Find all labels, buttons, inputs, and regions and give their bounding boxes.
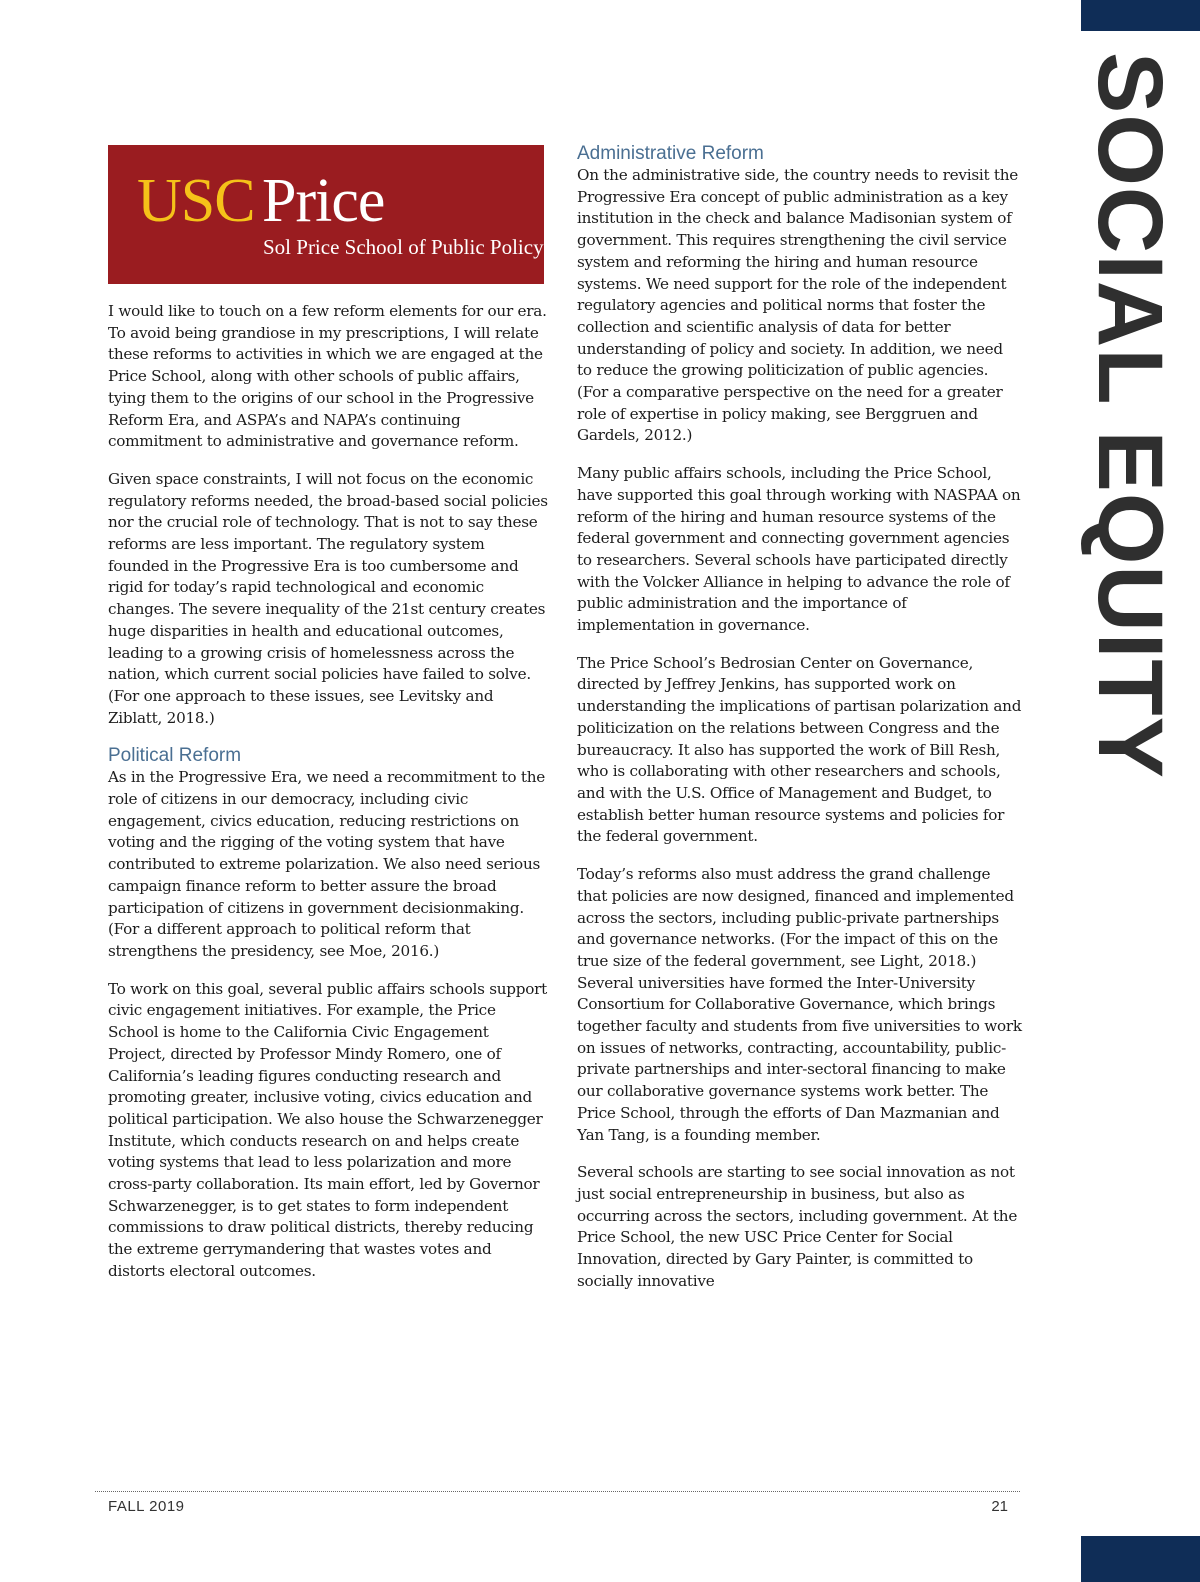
left-column xyxy=(108,301,548,1299)
paragraph: The Price School’s Bedrosian Center on Governance, directed by Jeffrey Jenkins, has supported work on understanding the implications of partisan polarization and politicization on the relations between Congress and the bureaucracy. It also has supported the work of Bill Resh, who is collaborating with other researchers and schools, and with the U.S. Office of Management and Budget, to establish better human resource systems and policies for the federal government. xyxy=(577,653,1022,846)
logo-subtitle: Sol Price School of Public Policy xyxy=(263,235,544,259)
paragraph: As in the Progressive Era, we need a recommitment to the role of citizens in our democracy, including civic engagement, civics education, reducing restrictions on voting and the rigging of the voting system that have contributed to extreme polarization. We also need serious campaign finance reform to better assure the broad participation of citizens in government decisionmaking. (For a different approach to political reform that strengthens the presidency, see Moe, 2016.) xyxy=(108,768,545,960)
footer-issue: FALL 2019 xyxy=(108,1498,185,1515)
paragraph: Today’s reforms also must address the grand challenge that policies are now designed, financed and implemented across the sectors, including public-private partnerships and governance networks. (For the impact of this on the true size of the federal government, see Light, 2018.) Several universities have formed the Inter-University Consortium for Collaborative Governance, which brings together faculty and students from five universities to work on issues of networks, contracting, accountability, public-private partnerships and inter-sectoral financing to make our collaborative governance systems work better. The Price School, through the efforts of Dan Mazmanian and Yan Tang, is a founding member. xyxy=(577,865,1022,1144)
section-title: SOCIAL EQUITY xyxy=(1079,52,1181,779)
paragraph: On the administrative side, the country needs to revisit the Progressive Era concept of public administration as a key institution in the check and balance Madisonian system of government. This requires strengthening the civil service system and reforming the hiring and human resource systems. We need support for the role of the independent regulatory agencies and political norms that foster the collection and scientific analysis of data for better understanding of policy and society. In addition, we need to reduce the growing politicization of public agencies. (For a comparative perspective on the need for a greater role of expertise in policy making, see Berggruen and Gardels, 2012.) xyxy=(577,166,1019,445)
right-column xyxy=(577,143,1022,1308)
section-heading-administrative-reform: Administrative Reform xyxy=(577,143,764,164)
paragraph: I would like to touch on a few reform elements for our era. To avoid being grandiose in my prescriptions, I will relate these reforms to activities in which we are engaged at the Price School, along with other schools of public affairs, tying them to the origins of our school in the Progressive Reform Era, and ASPA’s and NAPA’s continuing commitment to administrative and governance reform. xyxy=(108,302,547,451)
paragraph: To work on this goal, several public affairs schools support civic engagement initiatives. For example, the Price School is home to the California Civic Engagement Project, directed by Professor Mindy Romero, one of California’s leading figures conducting research and promoting greater, inclusive voting, civics education and political participation. We also house the Schwarzenegger Institute, which conducts research on and helps create voting systems that lead to less polarization and more cross-party collaboration. Its main effort, led by Governor Schwarzenegger, is to get states to form independent commissions to draw political districts, thereby reducing the extreme gerrymandering that wastes votes and distorts electoral outcomes. xyxy=(108,979,547,1280)
paragraph: Many public affairs schools, including the Price School, have supported this goal through working with NASPAA on reform of the hiring and human resource systems of the federal government and connecting government agencies to researchers. Several schools have participated directly with the Volcker Alliance in helping to advance the role of public administration and the importance of implementation in governance. xyxy=(577,464,1021,635)
usc-price-logo xyxy=(108,145,544,284)
side-color-bar-bottom xyxy=(1081,1536,1200,1582)
footer-page-number: 21 xyxy=(991,1498,1008,1515)
paragraph: Given space constraints, I will not focus on the economic regulatory reforms needed, the broad-based social policies nor the crucial role of technology. That is not to say these reforms are less important. The regulatory system founded in the Progressive Era is too cumbersome and rigid for today’s rapid technological and economic changes. The severe inequality of the 21st century creates huge disparities in health and educational outcomes, leading to a growing crisis of homelessness across the nation, which current social policies have failed to solve. (For one approach to these issues, see Levitsky and Ziblatt, 2018.) xyxy=(108,469,548,727)
paragraph: Several schools are starting to see social innovation as not just social entrepreneurship in business, but also as occurring across the sectors, including government. At the Price School, the new USC Price Center for Social Innovation, directed by Gary Painter, is committed to socially innovative xyxy=(577,1163,1018,1290)
logo-usc-text: USC xyxy=(137,167,255,235)
side-color-bar-top xyxy=(1081,0,1200,31)
footer-divider xyxy=(95,1491,1020,1492)
section-heading-political-reform: Political Reform xyxy=(108,745,242,767)
logo-price-text: Price xyxy=(262,167,385,235)
